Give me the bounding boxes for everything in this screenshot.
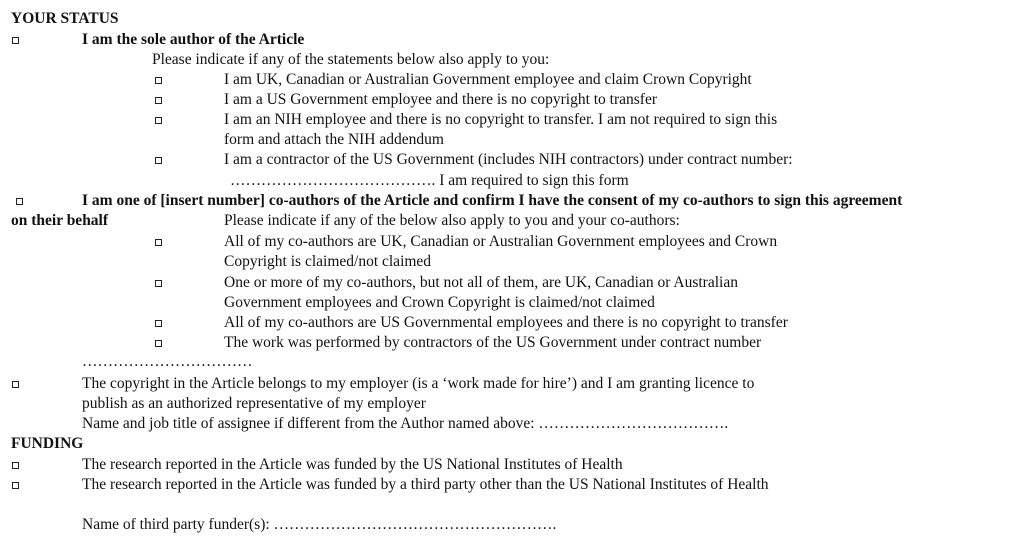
us-gov-contractor-checkbox[interactable] xyxy=(155,157,162,164)
some-coauthors-crown-option-cont: Government employees and Crown Copyright is claimed/not claimed xyxy=(224,294,655,311)
third-party-funder-line: Name of third party funder(s): ………………………………………………. xyxy=(82,516,557,533)
some-coauthors-crown-option: One or more of my co-authors, but not all of them, are UK, Canadian or Australian xyxy=(224,274,738,291)
co-author-label-cont: on their behalf xyxy=(11,212,109,229)
us-gov-contractor-option: I am a contractor of the US Government (includes NIH contractors) under contract number: xyxy=(224,151,793,168)
coauthors-crown-option: All of my co-authors are UK, Canadian or Australian Government employees and Crown xyxy=(224,233,778,250)
crown-copyright-checkbox[interactable] xyxy=(155,77,162,84)
coauthors-crown-checkbox[interactable] xyxy=(155,239,162,246)
us-contractors-checkbox[interactable] xyxy=(155,340,162,347)
nih-employee-option: I am an NIH employee and there is no copyright to transfer. I am not required to sign this xyxy=(224,111,778,128)
nih-employee-checkbox[interactable] xyxy=(155,117,162,124)
us-contractors-option: The work was performed by contractors of the US Government under contract number xyxy=(224,334,762,351)
us-gov-employee-checkbox[interactable] xyxy=(155,97,162,104)
work-for-hire-option: The copyright in the Article belongs to my employer (is a ‘work made for hire’) and I am granting licence to xyxy=(82,375,755,392)
assignee-line: Name and job title of assignee if different from the Author named above: ………………………………. xyxy=(82,415,729,432)
coauthors-us-gov-checkbox[interactable] xyxy=(155,320,162,327)
co-author-label: I am one of [insert number] co-authors of the Article and confirm I have the consent of my co-authors to sign this agreement xyxy=(82,192,903,209)
co-author-checkbox[interactable] xyxy=(16,198,23,205)
coauthors-us-gov-option: All of my co-authors are US Governmental employees and there is no copyright to transfer xyxy=(224,314,788,331)
sole-author-label: I am the sole author of the Article xyxy=(82,31,305,48)
funding-heading: FUNDING xyxy=(11,435,84,452)
work-for-hire-option-cont: publish as an authorized representative of my employer xyxy=(82,395,426,412)
sole-author-intro: Please indicate if any of the statements below also apply to you: xyxy=(152,51,550,68)
some-coauthors-crown-checkbox[interactable] xyxy=(155,280,162,287)
sole-author-checkbox[interactable] xyxy=(12,37,19,44)
us-gov-employee-option: I am a US Government employee and there is no copyright to transfer xyxy=(224,91,658,108)
crown-copyright-option: I am UK, Canadian or Australian Government employee and claim Crown Copyright xyxy=(224,71,752,88)
third-party-funded-option: The research reported in the Article was funded by a third party other than the US National Institutes of Health xyxy=(82,476,769,493)
nih-employee-option-cont: form and attach the NIH addendum xyxy=(224,131,444,148)
third-party-funded-checkbox[interactable] xyxy=(12,482,19,489)
coauthor-contract-number-line: …………………………… xyxy=(82,353,253,370)
nih-funded-option: The research reported in the Article was funded by the US National Institutes of Health xyxy=(82,456,623,473)
status-heading: YOUR STATUS xyxy=(11,10,119,27)
nih-funded-checkbox[interactable] xyxy=(12,462,19,469)
coauthors-crown-option-cont: Copyright is claimed/not claimed xyxy=(224,253,432,270)
co-author-intro: Please indicate if any of the below also apply to you and your co-authors: xyxy=(224,212,680,229)
work-for-hire-checkbox[interactable] xyxy=(12,381,19,388)
contract-number-line: …………………………………. I am required to sign this form xyxy=(230,172,629,189)
